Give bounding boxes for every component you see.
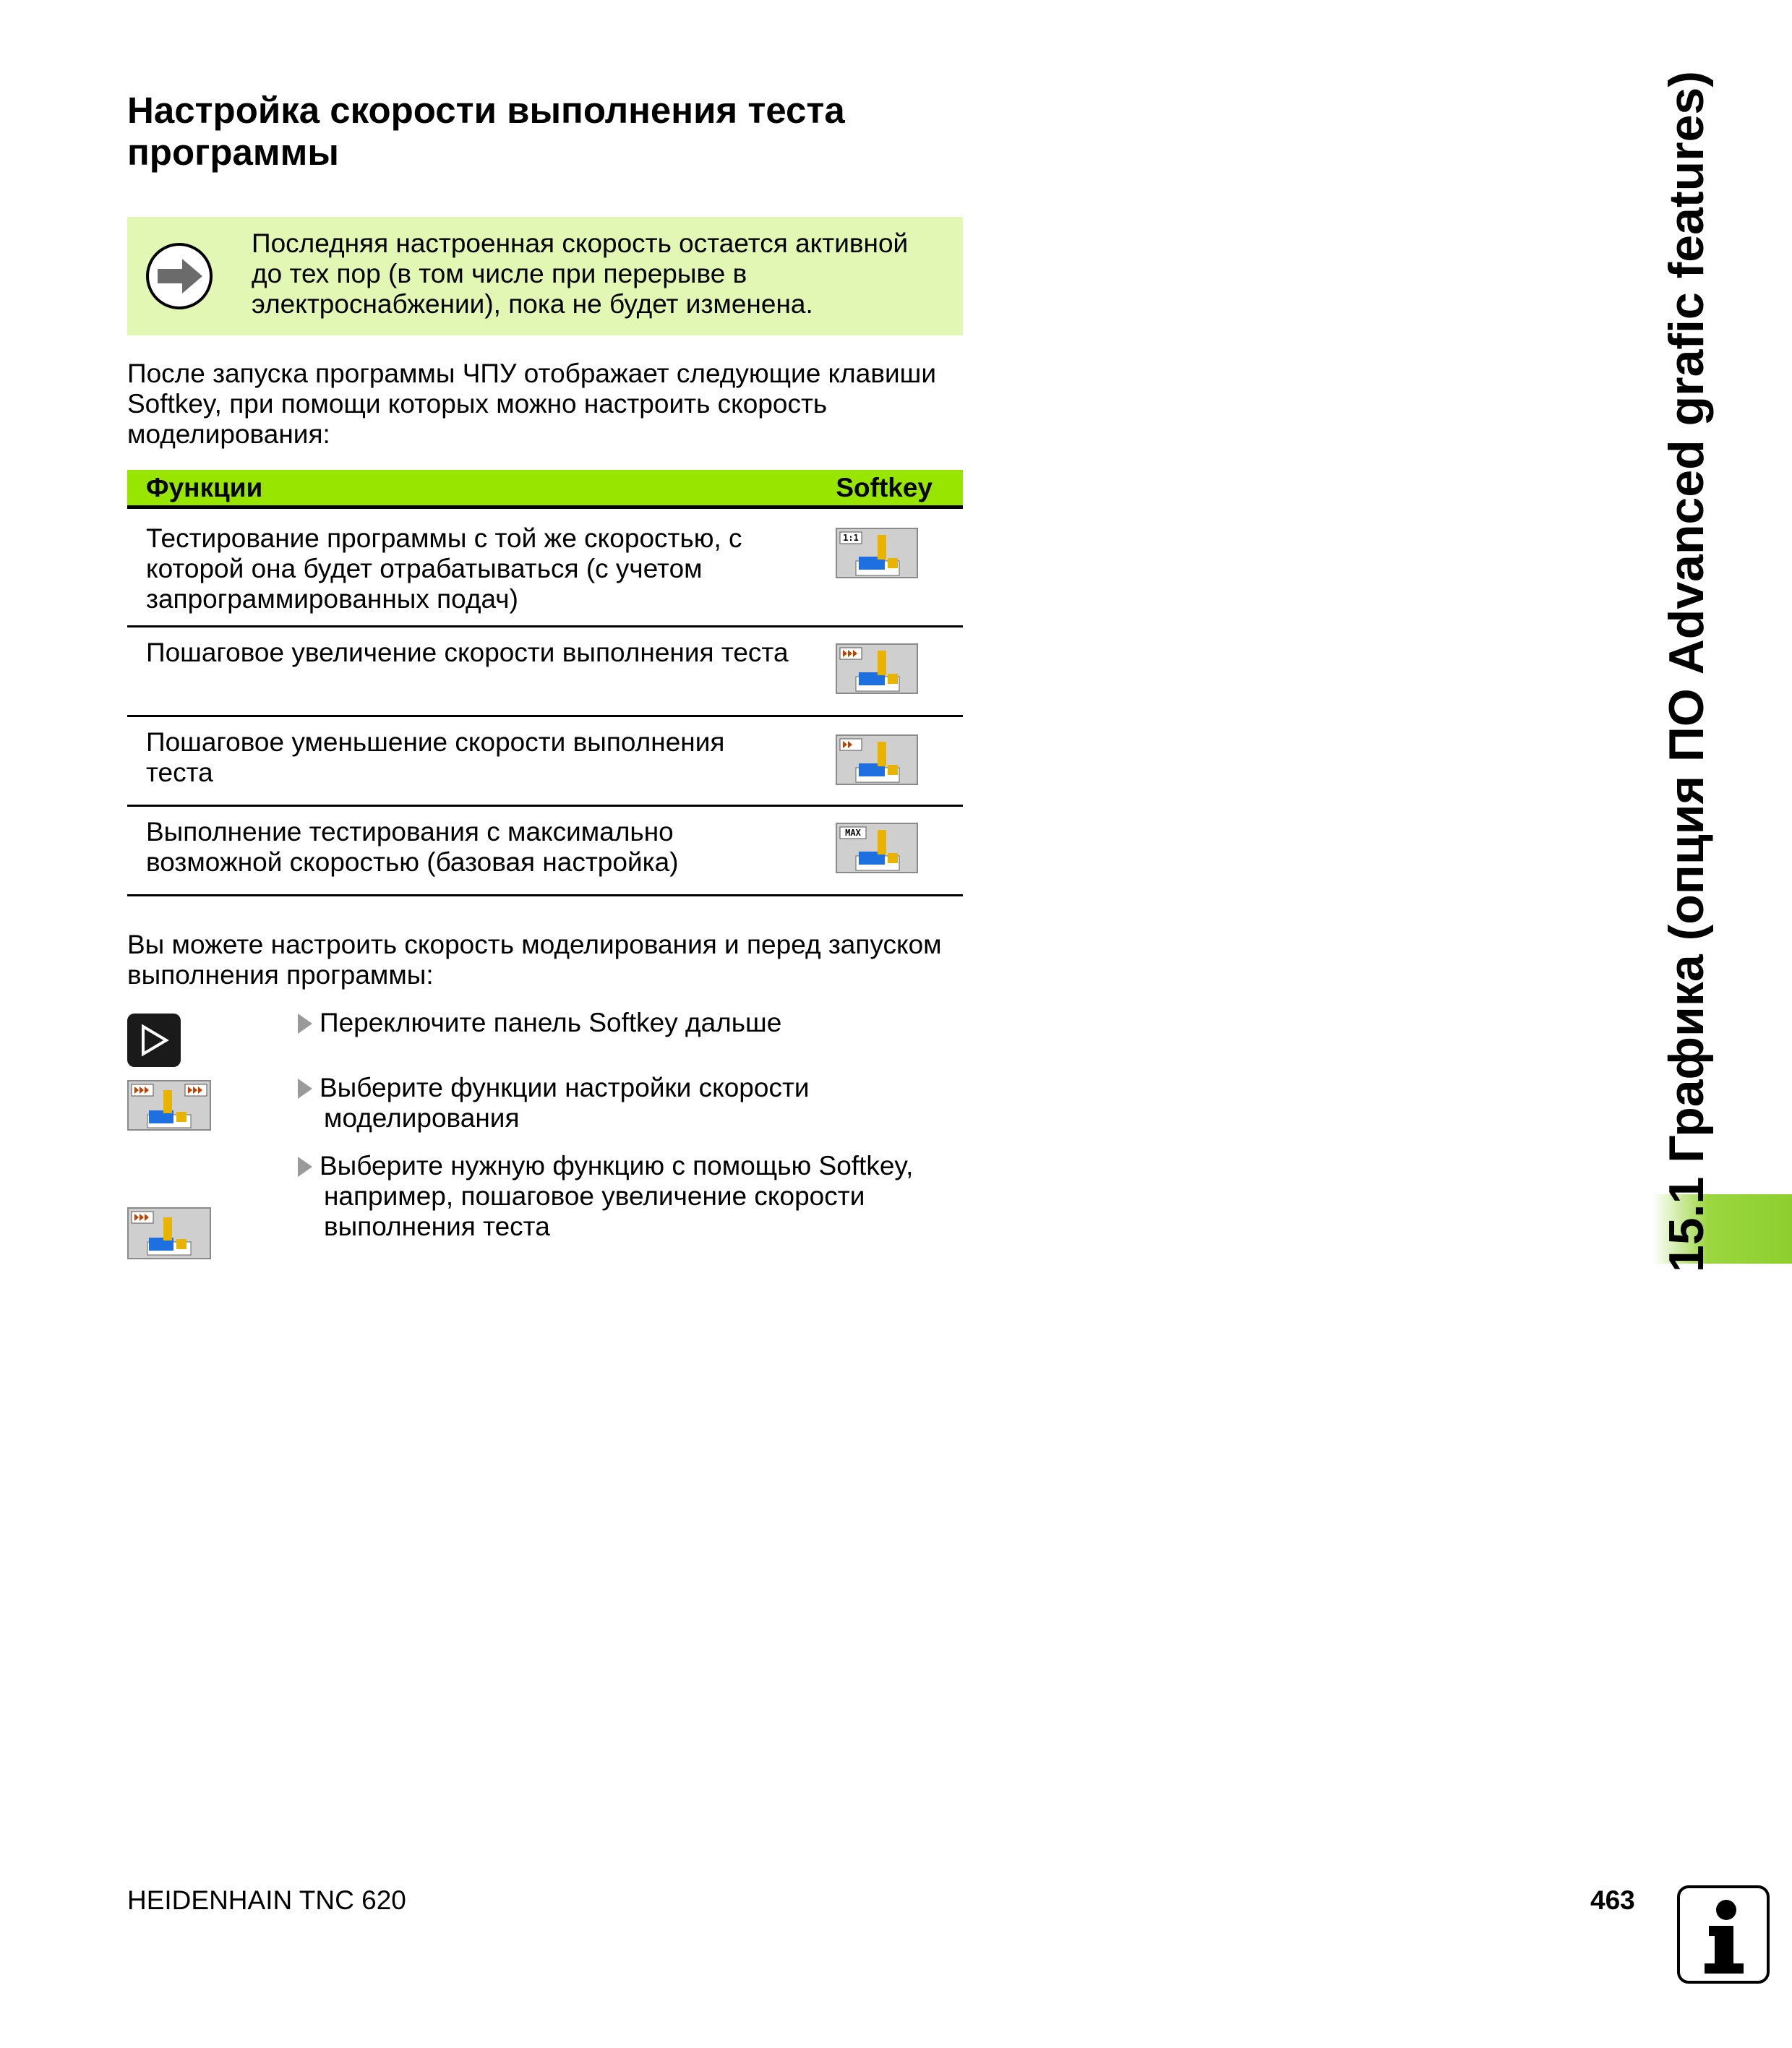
table-row — [127, 627, 963, 717]
info-icon — [1677, 1885, 1770, 1984]
footer-product: HEIDENHAIN TNC 620 — [127, 1885, 406, 1915]
title-line-2: программы — [127, 132, 339, 173]
step-bullet-icon — [298, 1014, 312, 1034]
table-row — [127, 717, 963, 807]
later-line-2: выполнения программы: — [127, 960, 434, 990]
table-row — [127, 509, 963, 627]
row-description — [146, 638, 811, 668]
header-softkey: Softkey — [836, 472, 933, 502]
title-line-1: Настройка скорости выполнения теста — [127, 90, 845, 131]
row-description — [146, 523, 811, 614]
step-bullet-icon — [298, 1157, 312, 1177]
row-line: Пошаговое уменьшение скорости выполнения — [146, 727, 725, 757]
row-line: теста — [146, 758, 213, 787]
row-line: Тестирование программы с той же скоростью, с — [146, 523, 742, 553]
step-bullet-icon — [298, 1079, 312, 1099]
later-line-1: Вы можете настроить скорость моделирования и перед запуском — [127, 930, 942, 959]
softkey-speed-decrease[interactable] — [836, 734, 918, 785]
table-header — [127, 470, 963, 509]
play-triangle-icon — [127, 1014, 181, 1067]
header-functions: Функции — [146, 472, 263, 502]
softkey-speed-functions[interactable] — [127, 1080, 211, 1131]
step-1 — [298, 1008, 948, 1038]
softkey-speed-increase-step[interactable] — [127, 1207, 211, 1259]
step-line: Выберите функции настройки скорости — [320, 1073, 810, 1102]
softkey-label: MAX — [845, 828, 861, 838]
later-paragraph — [127, 930, 966, 990]
softkey-table — [127, 470, 963, 896]
softkey-label: 1:1 — [843, 533, 859, 543]
arrow-right-icon — [145, 241, 214, 311]
step-2 — [298, 1073, 948, 1134]
row-line: запрограммированных подач) — [146, 584, 518, 614]
intro-line-3: моделирования: — [127, 419, 330, 449]
intro-line-1: После запуска программы ЧПУ отображает следующие клавиши — [127, 359, 936, 388]
table-row — [127, 807, 963, 896]
intro-paragraph — [127, 359, 966, 450]
note-line-1: Последняя настроенная скорость остается активной — [252, 228, 909, 258]
next-softkey-row-key[interactable] — [127, 1014, 181, 1067]
step-line: Переключите панель Softkey дальше — [320, 1008, 782, 1037]
softkey-speed-increase[interactable] — [836, 643, 918, 694]
page-number: 463 — [1590, 1885, 1635, 1915]
row-description — [146, 817, 811, 878]
row-line: Пошаговое увеличение скорости выполнения теста — [146, 638, 789, 667]
note-text — [252, 228, 946, 320]
softkey-speed-max[interactable] — [836, 823, 918, 873]
row-description — [146, 727, 811, 788]
row-line: возможной скоростью (базовая настройка) — [146, 847, 679, 877]
step-line: Выберите нужную функцию с помощью Softkey, — [320, 1151, 914, 1181]
step-line: выполнения теста — [324, 1212, 550, 1241]
note-line-3: электроснабжении), пока не будет изменена. — [252, 289, 813, 319]
page-title — [127, 90, 995, 173]
row-line: Выполнение тестирования с максимально — [146, 817, 674, 847]
softkey-speed-1-1[interactable] — [836, 528, 918, 578]
step-line: моделирования — [324, 1103, 520, 1133]
section-side-label: 15.1 Графика (опция ПО Advanced grafic features) — [1659, 71, 1714, 1272]
row-line: которой она будет отрабатываться (с учетом — [146, 554, 703, 583]
note-line-2: до тех пор (в том числе при перерыве в — [252, 259, 747, 288]
intro-line-2: Softkey, при помощи которых можно настроить скорость — [127, 389, 828, 419]
step-3 — [298, 1151, 948, 1242]
step-line: например, пошаговое увеличение скорости — [324, 1181, 865, 1211]
